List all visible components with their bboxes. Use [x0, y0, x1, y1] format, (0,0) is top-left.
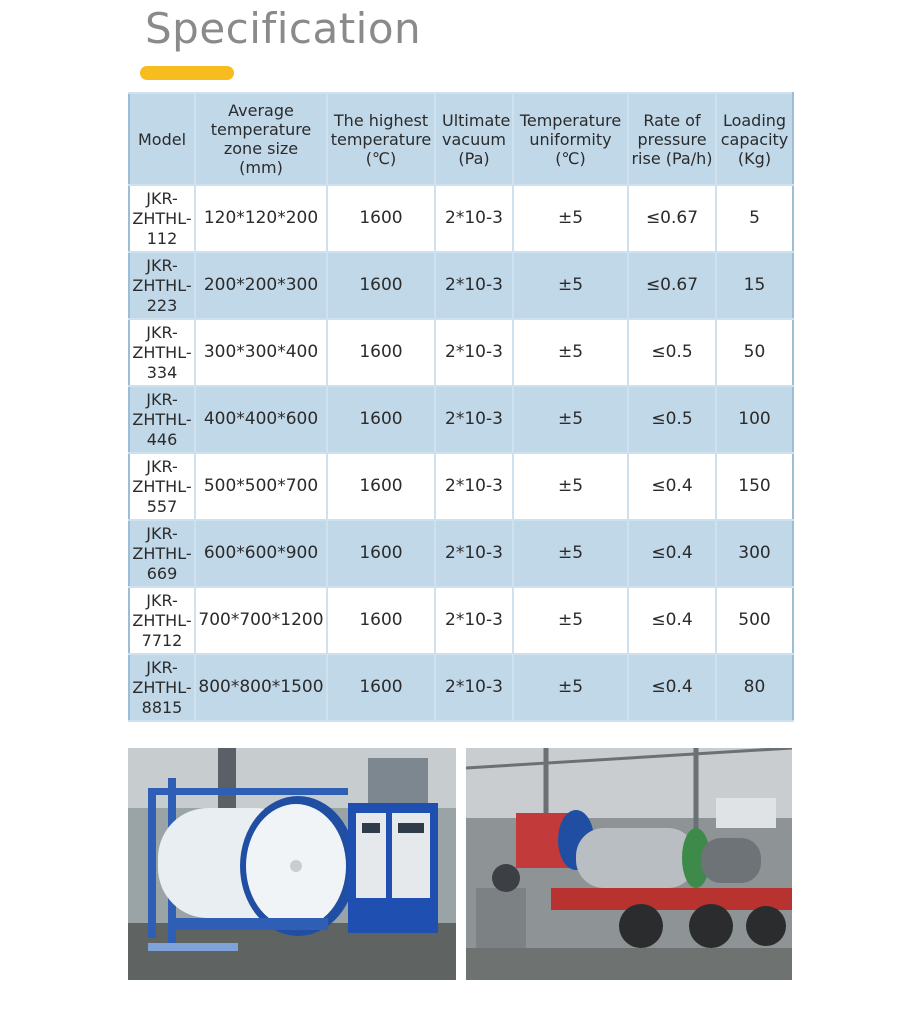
cell-highest-temperature: 1600: [327, 252, 435, 319]
cell-model: JKR-ZHTHL-669: [129, 520, 195, 587]
cell-zone-size: 120*120*200: [195, 185, 327, 252]
cell-loading-capacity: 15: [716, 252, 793, 319]
cell-temperature-uniformity: ±5: [513, 587, 628, 654]
truck-illustration: [466, 748, 792, 980]
header-ultimate-vacuum: Ultimate vacuum (Pa): [435, 93, 513, 185]
cell-temperature-uniformity: ±5: [513, 319, 628, 386]
table-row: [129, 319, 793, 386]
cell-model: JKR-ZHTHL-446: [129, 386, 195, 453]
page-title: Specification: [145, 4, 422, 53]
truck-photo: [466, 748, 792, 980]
cell-zone-size: 700*700*1200: [195, 587, 327, 654]
cell-ultimate-vacuum: 2*10-3: [435, 520, 513, 587]
header-loading-capacity: Loading capacity (Kg): [716, 93, 793, 185]
furnace-photo: [128, 748, 456, 980]
cell-highest-temperature: 1600: [327, 453, 435, 520]
cell-zone-size: 800*800*1500: [195, 654, 327, 721]
table-header-row: [129, 93, 793, 185]
header-zone-size: Average temperature zone size (mm): [195, 93, 327, 185]
cell-pressure-rise: ≤0.4: [628, 453, 716, 520]
cell-pressure-rise: ≤0.5: [628, 386, 716, 453]
cell-highest-temperature: 1600: [327, 520, 435, 587]
cell-loading-capacity: 5: [716, 185, 793, 252]
cell-model: JKR-ZHTHL-7712: [129, 587, 195, 654]
header-highest-temperature: The highest temperature (℃): [327, 93, 435, 185]
cell-pressure-rise: ≤0.5: [628, 319, 716, 386]
cell-model: JKR-ZHTHL-112: [129, 185, 195, 252]
cell-temperature-uniformity: ±5: [513, 386, 628, 453]
cell-temperature-uniformity: ±5: [513, 520, 628, 587]
cell-model: JKR-ZHTHL-223: [129, 252, 195, 319]
cell-temperature-uniformity: ±5: [513, 654, 628, 721]
cell-highest-temperature: 1600: [327, 386, 435, 453]
cell-model: JKR-ZHTHL-334: [129, 319, 195, 386]
header-model: Model: [129, 93, 195, 185]
cell-loading-capacity: 50: [716, 319, 793, 386]
table-row: [129, 453, 793, 520]
table-row: [129, 587, 793, 654]
cell-ultimate-vacuum: 2*10-3: [435, 185, 513, 252]
cell-loading-capacity: 150: [716, 453, 793, 520]
cell-temperature-uniformity: ±5: [513, 453, 628, 520]
table-row: [129, 252, 793, 319]
cell-loading-capacity: 500: [716, 587, 793, 654]
cell-zone-size: 200*200*300: [195, 252, 327, 319]
table-row: [129, 520, 793, 587]
title-accent-bar: [140, 66, 234, 80]
cell-ultimate-vacuum: 2*10-3: [435, 386, 513, 453]
cell-highest-temperature: 1600: [327, 587, 435, 654]
cell-pressure-rise: ≤0.4: [628, 587, 716, 654]
cell-zone-size: 400*400*600: [195, 386, 327, 453]
cell-temperature-uniformity: ±5: [513, 252, 628, 319]
table-row: [129, 386, 793, 453]
cell-zone-size: 500*500*700: [195, 453, 327, 520]
cell-pressure-rise: ≤0.67: [628, 185, 716, 252]
cell-ultimate-vacuum: 2*10-3: [435, 587, 513, 654]
cell-zone-size: 600*600*900: [195, 520, 327, 587]
cell-ultimate-vacuum: 2*10-3: [435, 453, 513, 520]
furnace-illustration: [128, 748, 456, 980]
cell-zone-size: 300*300*400: [195, 319, 327, 386]
header-temperature-uniformity: Temperature uniformity (℃): [513, 93, 628, 185]
cell-pressure-rise: ≤0.4: [628, 654, 716, 721]
cell-highest-temperature: 1600: [327, 319, 435, 386]
cell-ultimate-vacuum: 2*10-3: [435, 654, 513, 721]
specification-table: [128, 92, 794, 722]
cell-pressure-rise: ≤0.4: [628, 520, 716, 587]
header-pressure-rise: Rate of pressure rise (Pa/h): [628, 93, 716, 185]
cell-loading-capacity: 300: [716, 520, 793, 587]
cell-pressure-rise: ≤0.67: [628, 252, 716, 319]
cell-highest-temperature: 1600: [327, 185, 435, 252]
cell-model: JKR-ZHTHL-557: [129, 453, 195, 520]
cell-loading-capacity: 100: [716, 386, 793, 453]
cell-model: JKR-ZHTHL-8815: [129, 654, 195, 721]
cell-loading-capacity: 80: [716, 654, 793, 721]
cell-ultimate-vacuum: 2*10-3: [435, 252, 513, 319]
cell-highest-temperature: 1600: [327, 654, 435, 721]
table-row: [129, 654, 793, 721]
cell-temperature-uniformity: ±5: [513, 185, 628, 252]
cell-ultimate-vacuum: 2*10-3: [435, 319, 513, 386]
table-row: [129, 185, 793, 252]
